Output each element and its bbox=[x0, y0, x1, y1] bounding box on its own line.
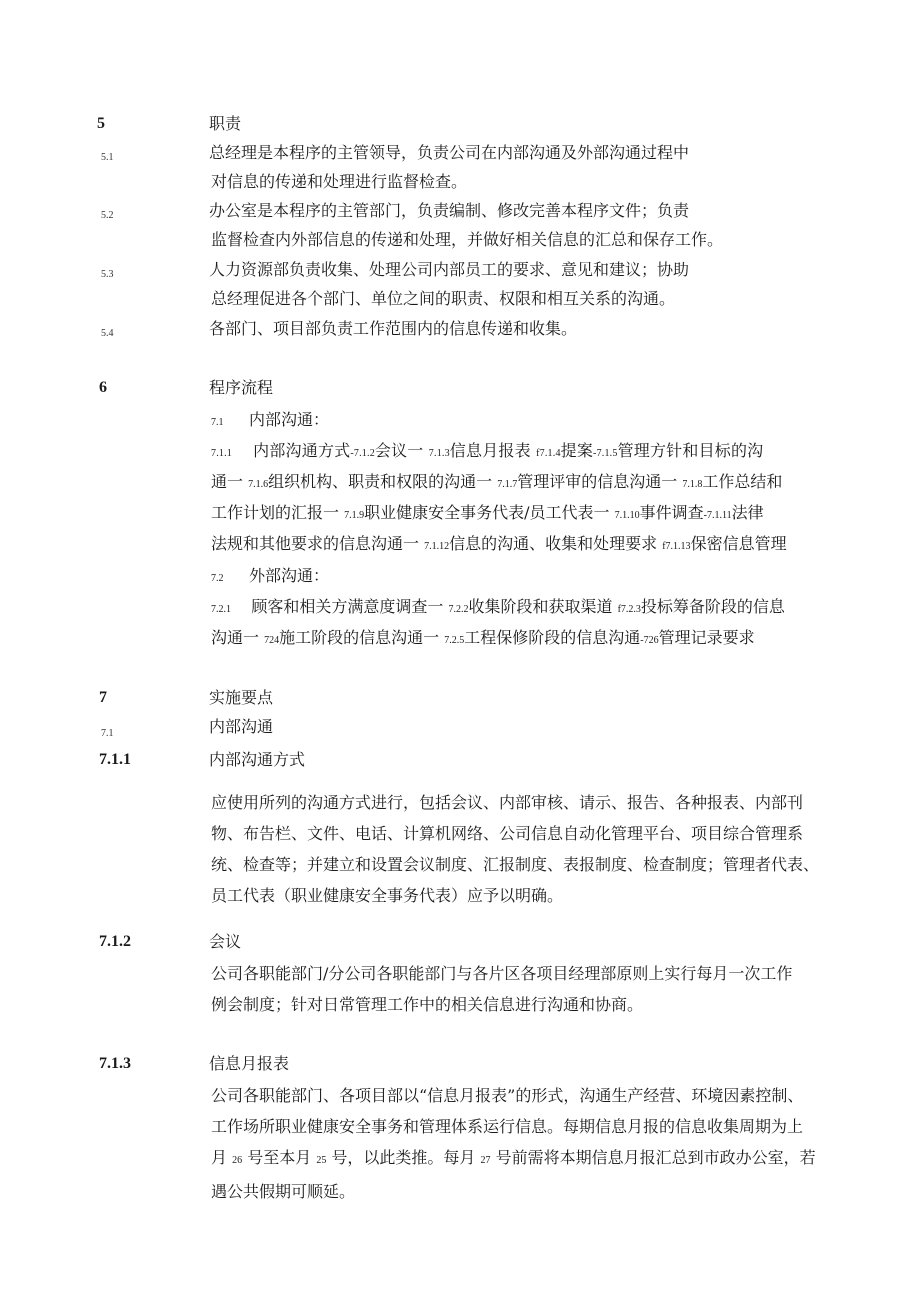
paragraph-line: 统、检查等；并建立和设置会议制度、汇报制度、表报制度、检查制度；管理者代表、 bbox=[211, 855, 820, 874]
heading-7-1-2-title: 会议 bbox=[209, 932, 242, 951]
flow-text: 信息的沟通、收集和处理要求 bbox=[449, 534, 658, 553]
paragraph-line: 例会制度；针对日常管理工作中的相关信息进行沟通和协商。 bbox=[211, 995, 644, 1014]
para-text: 号前需将本期信息月报汇总到市政办公室，若 bbox=[495, 1148, 816, 1167]
flow-text: 信息月报表 bbox=[449, 441, 531, 460]
item-5-2-line1: 办公室是本程序的主管部门，负责编制、修改完善本程序文件；负责 bbox=[209, 201, 690, 220]
paragraph-line: 应使用所列的沟通方式进行，包括会议、内部审核、请示、报告、各种报表、内部刊 bbox=[211, 793, 804, 812]
section-6-title: 程序流程 bbox=[209, 378, 274, 397]
flow-ref: 7.1.8 bbox=[682, 479, 703, 490]
internal-flow-line-4 bbox=[211, 534, 787, 557]
flow-ref: 7.1.12 bbox=[424, 541, 450, 552]
flow-text: 组织机构、职责和权限的沟通一 bbox=[268, 472, 493, 491]
paragraph-7-1-3 bbox=[211, 1080, 856, 1207]
flow-text: 管理方针和目标的沟 bbox=[617, 441, 764, 460]
section-6-number: 6 bbox=[99, 379, 107, 396]
item-5-1-line2: 对信息的传递和处理进行监督检查。 bbox=[211, 172, 468, 191]
flow-ref: 7.1.10 bbox=[614, 510, 640, 521]
flow-ref: -7.1.2 bbox=[350, 448, 375, 459]
flow-text: 工作计划的汇报一 bbox=[211, 503, 340, 522]
heading-7-1-3-title: 信息月报表 bbox=[209, 1054, 290, 1073]
flow-ref: -7.1.5 bbox=[593, 448, 618, 459]
heading-7-1-2-number: 7.1.2 bbox=[99, 933, 131, 950]
flow-ref: 7.1.9 bbox=[344, 510, 365, 521]
flow-text: 会议一 bbox=[374, 441, 424, 460]
flow-text: 通一 bbox=[211, 472, 244, 491]
item-5-3-line1: 人力资源部负责收集、处理公司内部员工的要求、意见和建议；协助 bbox=[209, 260, 690, 279]
flow-ref: -7.1.11 bbox=[703, 510, 732, 521]
subsection-7-1-number: 7.1 bbox=[101, 728, 114, 739]
flow-text: 收集阶段和获取渠道 bbox=[468, 597, 613, 616]
flow-ref: 7.1.3 bbox=[428, 448, 450, 459]
flow-ref: 7.1.6 bbox=[248, 479, 269, 490]
item-5-4-line1: 各部门、项目部负责工作范围内的信息传递和收集。 bbox=[209, 319, 578, 338]
flow-ref: 7.1.1 bbox=[211, 448, 232, 459]
flow-ref: 7.1.7 bbox=[497, 479, 518, 490]
flow-ref: 724 bbox=[264, 635, 280, 646]
flow-text: 保密信息管理 bbox=[690, 534, 787, 553]
paragraph-line: 工作场所职业健康安全事务和管理体系运行信息。每期信息月报的信息收集周期为上 bbox=[211, 1117, 804, 1136]
item-5-2-number: 5.2 bbox=[101, 210, 114, 221]
paragraph-line: 公司各职能部门、各项目部以“信息月报表”的形式，沟通生产经营、环境因素控制、 bbox=[211, 1086, 804, 1105]
paragraph-line bbox=[211, 1142, 856, 1176]
flow-text: 法规和其他要求的信息沟通一 bbox=[211, 534, 420, 553]
paragraph-line: 公司各职能部门/分公司各职能部门与各片区各项目经理部原则上实行每月一次工作 bbox=[211, 964, 793, 983]
section-5-title: 职责 bbox=[209, 114, 242, 133]
flow-text: 管理评审的信息沟通一 bbox=[517, 472, 678, 491]
flow-text: 沟通一 bbox=[211, 628, 260, 647]
paragraph-line: 员工代表（职业健康安全事务代表）应予以明确。 bbox=[211, 886, 564, 905]
flow-ref: 7.2.1 bbox=[211, 604, 231, 615]
section-5-number: 5 bbox=[97, 115, 105, 132]
external-flow-line-1 bbox=[211, 597, 785, 620]
subsection-internal-label: 内部沟通： bbox=[248, 410, 329, 429]
section-7-title: 实施要点 bbox=[209, 688, 274, 707]
flow-text: 提案 bbox=[560, 441, 594, 460]
heading-7-1-1-title: 内部沟通方式 bbox=[209, 750, 306, 769]
flow-text: 工作总结和 bbox=[702, 472, 783, 491]
paragraph-line: 物、布告栏、文件、电话、计算机网络、公司信息自动化管理平台、项目综合管理系 bbox=[211, 824, 804, 843]
para-number: 26 bbox=[232, 1155, 243, 1166]
subsection-7-1-title: 内部沟通 bbox=[209, 717, 274, 736]
item-5-1-number: 5.1 bbox=[101, 152, 114, 163]
flow-text: 职业健康安全事务代表/员工代表一 bbox=[364, 503, 610, 522]
heading-7-1-3-number: 7.1.3 bbox=[99, 1055, 131, 1072]
item-5-3-line2: 总经理促进各个部门、单位之间的职责、权限和相互关系的沟通。 bbox=[211, 289, 676, 308]
flow-ref: f7.1.4 bbox=[536, 448, 561, 459]
flow-text: 工程保修阶段的信息沟通 bbox=[464, 628, 641, 647]
paragraph-line: 遇公共假期可顺延。 bbox=[211, 1182, 356, 1201]
flow-text: 管理记录要求 bbox=[658, 628, 755, 647]
subsection-external-label: 外部沟通： bbox=[248, 566, 329, 585]
item-5-2-line2: 监督检查内外部信息的传递和处理，并做好相关信息的汇总和保存工作。 bbox=[211, 230, 724, 249]
para-number: 25 bbox=[316, 1155, 327, 1166]
flow-ref: f7.2.3 bbox=[617, 604, 641, 615]
flow-text: 法律 bbox=[731, 503, 764, 522]
flow-ref: -726 bbox=[640, 635, 659, 646]
internal-flow-line-3 bbox=[211, 503, 764, 526]
paragraph-7-1-1 bbox=[211, 787, 851, 911]
internal-flow-line-1 bbox=[211, 441, 851, 464]
item-5-3-number: 5.3 bbox=[101, 269, 114, 280]
heading-7-1-1-number: 7.1.1 bbox=[99, 751, 131, 768]
flow-text: 内部沟通方式 bbox=[253, 441, 351, 460]
subsection-external-heading bbox=[211, 566, 329, 589]
flow-text: 投标筹备阶段的信息 bbox=[640, 597, 785, 616]
item-5-4-number: 5.4 bbox=[101, 328, 114, 339]
subsection-internal-number: 7.1 bbox=[211, 417, 224, 428]
para-text: 号至本月 bbox=[247, 1148, 312, 1167]
flow-ref: f7.1.13 bbox=[662, 541, 691, 552]
flow-text: 施工阶段的信息沟通一 bbox=[279, 628, 440, 647]
internal-flow-line-2 bbox=[211, 472, 782, 495]
flow-text: 顾客和相关方满意度调查一 bbox=[251, 597, 444, 616]
para-number: 27 bbox=[480, 1155, 491, 1166]
subsection-external-number: 7.2 bbox=[211, 573, 224, 584]
item-5-1-line1: 总经理是本程序的主管领导，负责公司在内部沟通及外部沟通过程中 bbox=[209, 143, 690, 162]
para-text: 月 bbox=[211, 1148, 228, 1167]
flow-text: 事件调查 bbox=[639, 503, 704, 522]
external-flow-line-2 bbox=[211, 628, 755, 651]
paragraph-7-1-2 bbox=[211, 958, 851, 1020]
para-text: 号，以此类推。每月 bbox=[331, 1148, 476, 1167]
section-7-number: 7 bbox=[99, 689, 107, 706]
subsection-internal-heading bbox=[211, 410, 329, 433]
flow-ref: 7.2.5 bbox=[444, 635, 465, 646]
flow-ref: 7.2.2 bbox=[448, 604, 469, 615]
